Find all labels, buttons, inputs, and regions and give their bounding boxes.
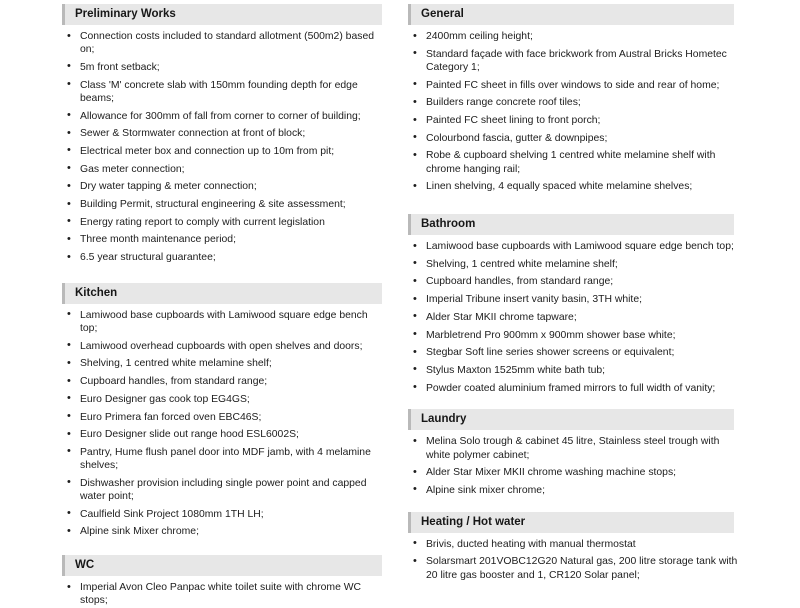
list-item: • Shelving, 1 centred white melamine shelf; [62,357,382,370]
list-laundry [408,435,764,497]
list-item: • Building Permit, structural engineering & site assessment; [62,198,382,211]
list-item: • Dishwasher provision including single power point and capped water point; [62,477,382,503]
list-item: • Gas meter connection; [62,163,382,176]
list-item: • Allowance for 300mm of fall from corner to corner of building; [62,110,382,123]
list-item: • Energy rating report to comply with current legislation [62,216,382,229]
section-laundry [408,409,764,497]
list-wc [62,581,382,607]
list-item: • 5m front setback; [62,61,382,74]
list-heating-hot-water [408,538,764,582]
list-preliminary-works [62,30,382,264]
list-item: • Standard façade with face brickwork from Austral Bricks Hometec Category 1; [408,48,746,74]
list-item: • Alpine sink Mixer chrome; [62,525,382,538]
section-title-kitchen: Kitchen [62,283,382,304]
list-item: • Cupboard handles, from standard range; [408,275,746,288]
list-item: • Electrical meter box and connection up to 10m from pit; [62,145,382,158]
list-item: • Lamiwood base cupboards with Lamiwood square edge bench top; [408,240,746,253]
list-item: • Builders range concrete roof tiles; [408,96,746,109]
section-bathroom [408,214,764,395]
list-item: • Lamiwood overhead cupboards with open shelves and doors; [62,340,382,353]
list-item: • Caulfield Sink Project 1080mm 1TH LH; [62,508,382,521]
list-item: • Alder Star MKII chrome tapware; [408,311,746,324]
section-title-wc: WC [62,555,382,576]
list-item: • Linen shelving, 4 equally spaced white melamine shelves; [408,180,746,193]
list-item: • Robe & cupboard shelving 1 centred white melamine shelf with chrome hanging rail; [408,149,746,175]
list-item: • Imperial Tribune insert vanity basin, 3TH white; [408,293,746,306]
section-title-laundry: Laundry [408,409,734,430]
section-spacer [408,198,764,214]
list-item: • Euro Designer slide out range hood ESL6002S; [62,428,382,441]
list-item: • Powder coated aluminium framed mirrors to full width of vanity; [408,382,746,395]
list-item: • Connection costs included to standard allotment (500m2) based on; [62,30,382,56]
section-spacer [408,502,764,512]
list-item: • Imperial Avon Cleo Panpac white toilet suite with chrome WC stops; [62,581,382,607]
right-column [404,4,764,600]
section-title-preliminary-works: Preliminary Works [62,4,382,25]
list-item: • Class 'M' concrete slab with 150mm founding depth for edge beams; [62,79,382,105]
list-item: • Euro Designer gas cook top EG4GS; [62,393,382,406]
list-item: • Three month maintenance period; [62,233,382,246]
list-item: • Painted FC sheet lining to front porch; [408,114,746,127]
list-item: • Shelving, 1 centred white melamine shelf; [408,258,746,271]
section-title-bathroom: Bathroom [408,214,734,235]
list-item: • Cupboard handles, from standard range; [62,375,382,388]
section-spacer [62,269,382,283]
list-item: • Euro Primera fan forced oven EBC46S; [62,411,382,424]
section-kitchen [62,283,382,539]
list-item: • Solarsmart 201VOBC12G20 Natural gas, 200 litre storage tank with 20 litre gas booster and 1, CR120 Solar panel; [408,555,746,581]
list-item: • Alder Star Mixer MKII chrome washing machine stops; [408,466,746,479]
list-item: • Pantry, Hume flush panel door into MDF jamb, with 4 melamine shelves; [62,446,382,472]
section-heating-hot-water [408,512,764,582]
list-item: • 2400mm ceiling height; [408,30,746,43]
list-item: • Colourbond fascia, gutter & downpipes; [408,132,746,145]
section-general [408,4,764,194]
list-item: • Brivis, ducted heating with manual thermostat [408,538,746,551]
list-item: • Lamiwood base cupboards with Lamiwood square edge bench top; [62,309,382,335]
list-item: • Stegbar Soft line series shower screens or equivalent; [408,346,746,359]
list-item: • Painted FC sheet in fills over windows to side and rear of home; [408,79,746,92]
section-spacer [408,399,764,409]
section-title-general: General [408,4,734,25]
section-spacer [62,543,382,555]
section-preliminary-works [62,4,382,264]
list-item: • Stylus Maxton 1525mm white bath tub; [408,364,746,377]
list-bathroom [408,240,764,395]
section-title-heating-hot-water: Heating / Hot water [408,512,734,533]
list-item: • Dry water tapping & meter connection; [62,180,382,193]
list-kitchen [62,309,382,539]
list-item: • Sewer & Stormwater connection at front of block; [62,127,382,140]
list-item: • Alpine sink mixer chrome; [408,484,746,497]
list-item: • Melina Solo trough & cabinet 45 litre, Stainless steel trough with white polymer cabinet; [408,435,746,461]
list-general [408,30,764,194]
left-column [10,4,382,607]
list-item: • Marbletrend Pro 900mm x 900mm shower base white; [408,329,746,342]
list-item: • 6.5 year structural guarantee; [62,251,382,264]
